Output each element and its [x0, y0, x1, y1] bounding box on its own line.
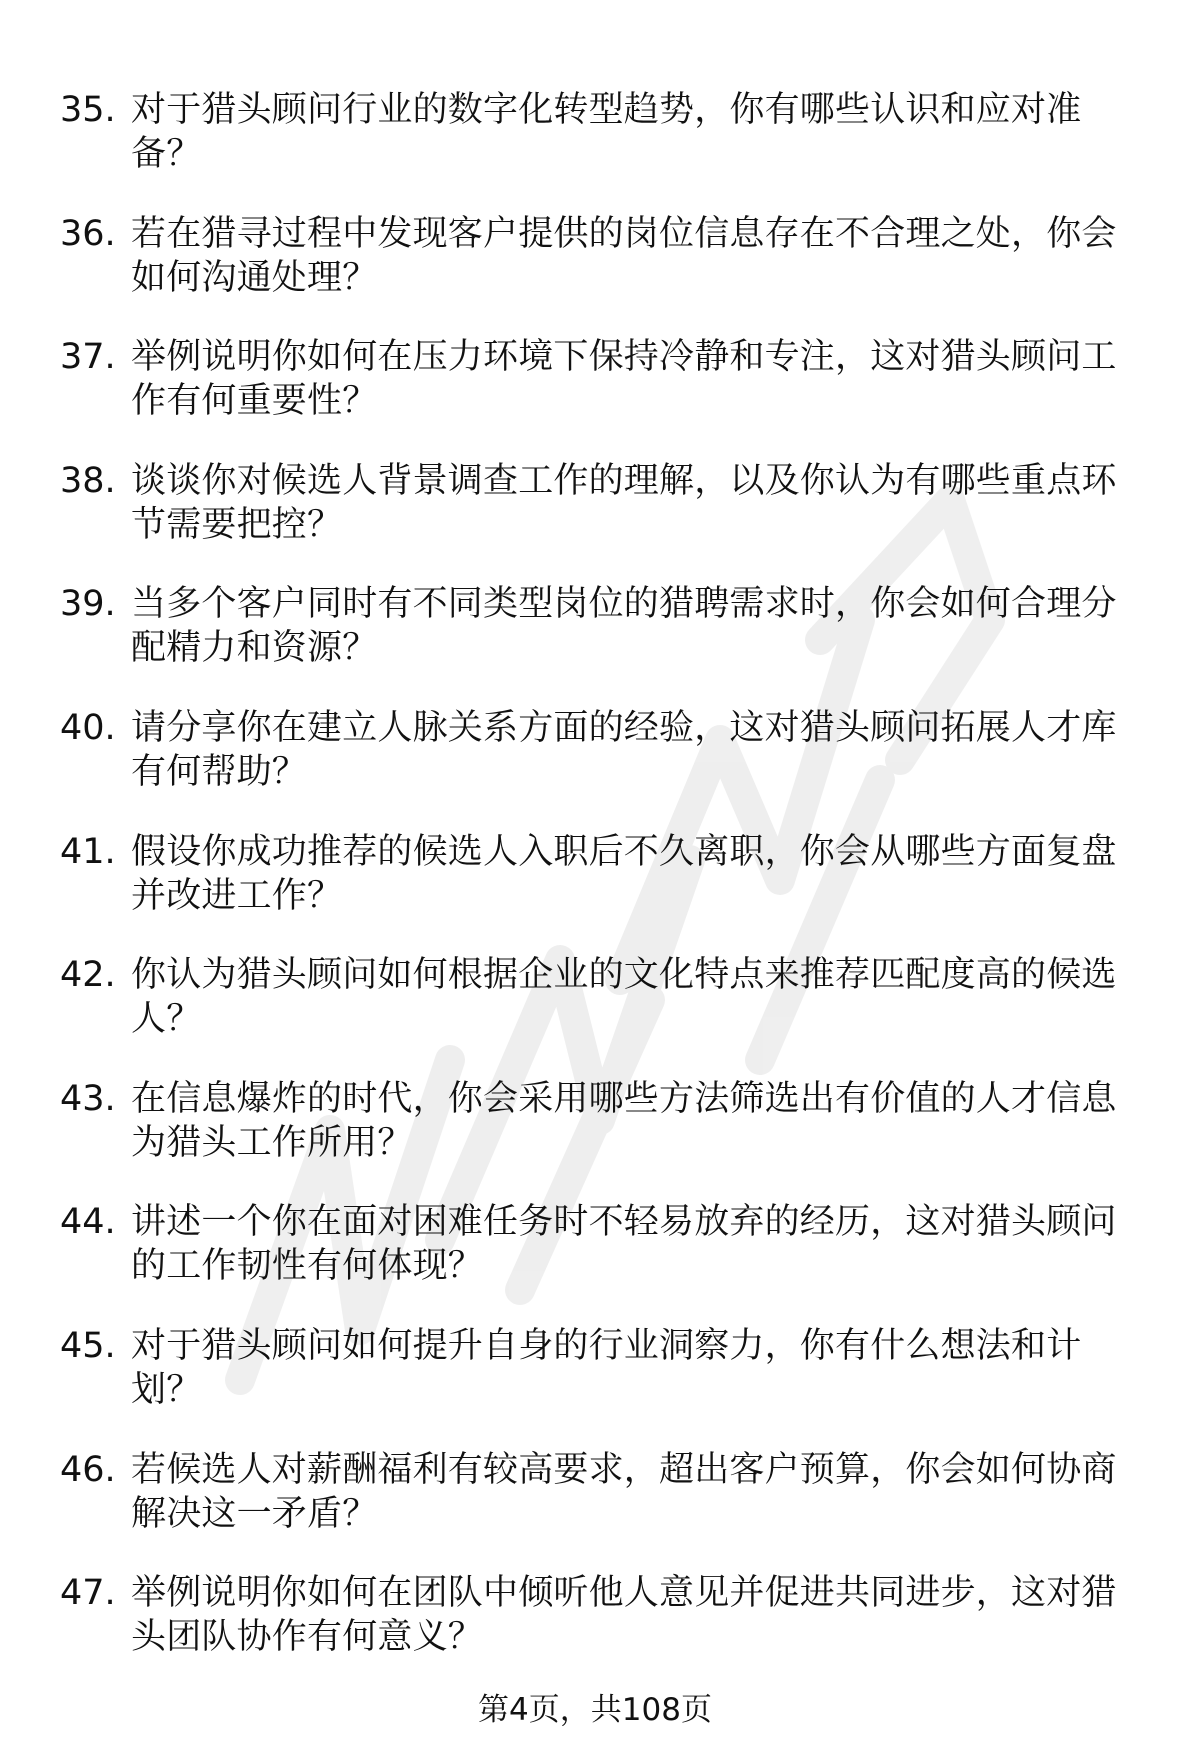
question-number: 47.	[60, 1573, 116, 1614]
question-text: 你认为猎头顾问如何根据企业的文化特点来推荐匹配度高的候选人？	[131, 955, 1117, 1040]
question-item	[60, 1200, 1150, 1324]
question-text: 假设你成功推荐的候选人入职后不久离职，你会从哪些方面复盘并改进工作？	[131, 831, 1117, 916]
question-item	[60, 706, 1150, 830]
question-number: 35.	[60, 90, 116, 130]
question-text: 当多个客户同时有不同类型岗位的猎聘需求时，你会如何合理分配精力和资源？	[131, 584, 1117, 669]
question-item	[60, 212, 1150, 336]
question-text: 举例说明你如何在团队中倾听他人意见并促进共同进步，这对猎头团队协作有何意义？	[131, 1573, 1117, 1658]
question-item	[60, 953, 1150, 1077]
question-text: 若候选人对薪酬福利有较高要求，超出客户预算，你会如何协商解决这一矛盾？	[131, 1449, 1117, 1534]
question-text: 举例说明你如何在压力环境下保持冷静和专注，这对猎头顾问工作有何重要性？	[131, 337, 1117, 422]
question-number: 45.	[60, 1325, 116, 1366]
question-number: 42.	[60, 955, 116, 996]
question-text: 讲述一个你在面对困难任务时不轻易放弃的经历，这对猎头顾问的工作韧性有何体现？	[131, 1202, 1117, 1287]
question-text: 请分享你在建立人脉关系方面的经验，这对猎头顾问拓展人才库有何帮助？	[131, 707, 1117, 792]
question-number: 38.	[60, 460, 116, 501]
question-text: 在信息爆炸的时代，你会采用哪些方法筛选出有价值的人才信息为猎头工作所用？	[131, 1078, 1117, 1163]
question-text: 对于猎头顾问行业的数字化转型趋势，你有哪些认识和应对准备？	[131, 90, 1082, 174]
question-item	[60, 459, 1150, 583]
question-item	[60, 1324, 1150, 1448]
question-item	[60, 88, 1150, 212]
question-text: 对于猎头顾问如何提升自身的行业洞察力，你有什么想法和计划？	[131, 1325, 1082, 1410]
question-number: 40.	[60, 707, 116, 748]
question-number: 36.	[60, 213, 116, 254]
question-number: 46.	[60, 1449, 116, 1490]
question-number: 43.	[60, 1078, 116, 1119]
question-number: 44.	[60, 1202, 116, 1243]
question-number: 39.	[60, 584, 116, 625]
question-item	[60, 582, 1150, 706]
question-list	[60, 88, 1150, 1695]
question-item	[60, 1077, 1150, 1201]
question-number: 41.	[60, 831, 116, 872]
question-item	[60, 1571, 1150, 1695]
page-footer: 第4页，共108页	[478, 1692, 712, 1728]
question-text: 若在猎寻过程中发现客户提供的岗位信息存在不合理之处，你会如何沟通处理？	[131, 213, 1117, 298]
question-item	[60, 1448, 1150, 1572]
question-item	[60, 335, 1150, 459]
question-item	[60, 830, 1150, 954]
question-number: 37.	[60, 337, 116, 378]
question-text: 谈谈你对候选人背景调查工作的理解，以及你认为有哪些重点环节需要把控？	[131, 460, 1117, 545]
